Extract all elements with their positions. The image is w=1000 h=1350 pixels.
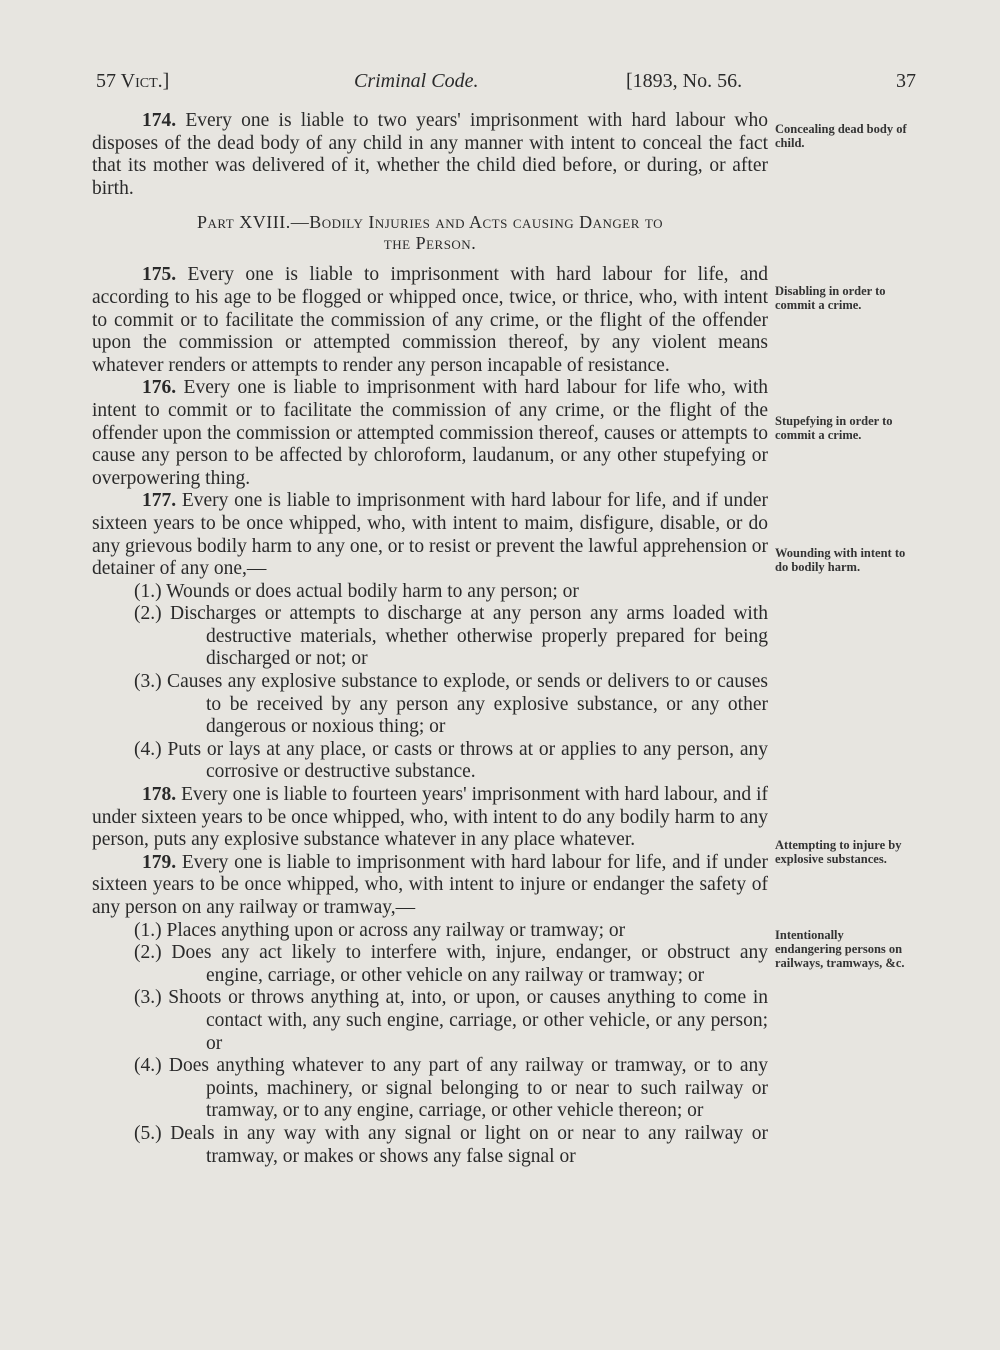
main-text	[92, 110, 768, 1168]
list-item: (5.) Deals in any way with any signal or light on or near to any railway or tramway, or makes or shows any false signal or	[134, 1122, 768, 1167]
section-176	[92, 377, 768, 490]
section-number: 177.	[142, 490, 177, 512]
section-number: 174.	[142, 110, 177, 131]
section-number: 176.	[142, 377, 177, 399]
part-heading-line-1: Part XVIII.—Bodily Injuries and Acts causing Danger to	[196, 212, 663, 233]
section-number: 175.	[142, 264, 177, 286]
margin-note-179: Intentionally endangering persons on railways, tramways, &c.	[775, 928, 905, 970]
header-title: Criminal Code.	[354, 70, 479, 92]
section-text: Every one is liable to two years' imprisonment with hard labour who disposes of the dead body of any child in any manner with intent to conceal the fact that its mother was delivered of it, whether the child died before, or during, or after birth.	[92, 110, 768, 199]
part-heading-line-2: the Person.	[383, 233, 477, 254]
section-178	[92, 784, 768, 852]
margin-note-175: Disabling in order to commit a crime.	[775, 284, 886, 312]
margin-note-176: Stupefying in order to commit a crime.	[775, 414, 893, 442]
list-item: (2.) Does any act likely to interfere with, injure, endanger, or obstruct any engine, carriage, or other vehicle on any railway or tramway; or	[134, 942, 768, 986]
section-175	[92, 264, 768, 377]
section-174	[92, 110, 768, 200]
section-text: Every one is liable to imprisonment with hard labour for life who, with intent to commit or to facilitate the commission of any crime, or the flight of the offender upon the commission or attempted commission thereof, causes or attempts to cause any person to be affected by chloroform, laudanum, or any other stupefying or overpowering thing.	[92, 377, 768, 489]
section-text: Every one is liable to fourteen years' imprisonment with hard labour, and if under sixteen years to be once whipped, who, with intent to do any bodily harm to any person, puts any explosive substance whatever in any place whatever.	[92, 784, 768, 851]
section-177	[92, 490, 768, 580]
margin-note-177: Wounding with intent to do bodily harm.	[775, 546, 906, 574]
list-item: (2.) Discharges or attempts to discharge at any person any arms loaded with destructive materials, whether otherwise properly prepared for being discharged or not; or	[134, 603, 768, 670]
header-regnal-year: 57 Vict.]	[96, 70, 170, 92]
section-179	[92, 852, 768, 920]
list-item: (4.) Puts or lays at any place, or casts or throws at or applies to any person, any corrosive or destructive substance.	[134, 738, 768, 783]
margin-note-178: Attempting to injure by explosive substances.	[775, 838, 902, 866]
section-text: Every one is liable to imprisonment with hard labour for life, and according to his age to be flogged or whipped once, twice, or thrice, who, with intent to commit or to facilitate the commission of any crime, or the flight of the offender upon the commission or attempted commission thereof, by any violent means whatever renders or attempts to render any person incapable of resistance.	[92, 264, 768, 376]
list-item: (1.) Wounds or does actual bodily harm to any person; or	[134, 580, 579, 602]
running-header	[96, 70, 916, 100]
section-number: 178.	[142, 784, 177, 806]
margin-note-174: Concealing dead body of child.	[775, 122, 907, 150]
section-number: 179.	[142, 851, 177, 873]
list-item: (3.) Shoots or throws anything at, into, or upon, or causes anything to come in contact with, any such engine, carriage, or other vehicle, or any person; or	[134, 987, 768, 1054]
page-number: 37	[896, 70, 916, 92]
list-item: (4.) Does anything whatever to any part of any railway or tramway, or to any points, machinery, or signal belonging to or near to such railway or tramway, or to any engine, carriage, or other vehicle thereon; or	[134, 1055, 768, 1122]
list-item: (3.) Causes any explosive substance to explode, or sends or delivers to or causes to be received by any person any explosive substance, or any other dangerous or noxious thing; or	[134, 671, 768, 738]
list-item: (1.) Places anything upon or across any railway or tramway; or	[134, 919, 626, 941]
section-text: Every one is liable to imprisonment with hard labour for life, and if under sixteen years to be once whipped, who, with intent to injure or endanger the safety of any person on any railway or tramway,—	[92, 851, 768, 918]
part-heading	[92, 212, 768, 254]
header-act-reference: [1893, No. 56.	[626, 70, 743, 92]
section-text: Every one is liable to imprisonment with hard labour for life, and if under sixteen years to be once whipped, who, with intent to maim, disfigure, disable, or do any grievous bodily harm to any one, or to resist or prevent the lawful apprehension or detainer of any one,—	[92, 490, 768, 580]
